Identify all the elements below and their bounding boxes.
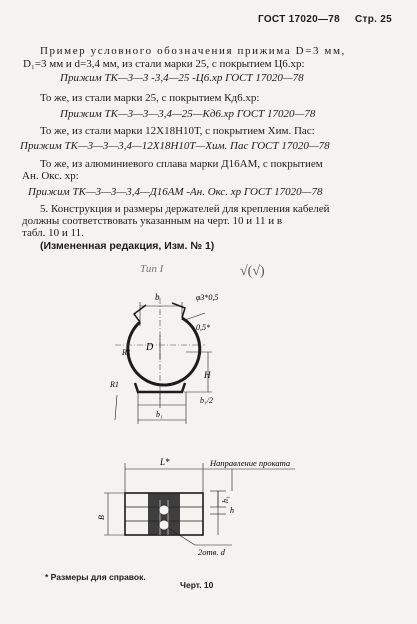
dim-h: h (230, 506, 234, 515)
same-2: То же, из стали марки 12Х18Н10Т, с покрытием Хим. Пас: (40, 125, 315, 137)
same-1: То же, из стали марки 25, с покрытием Кд6.хр: (40, 92, 260, 104)
same-3-line-1: То же, из алюминиевого сплава марки Д16АМ, с покрытием (40, 158, 323, 170)
dim-L: L* (160, 457, 170, 467)
designation-4: Прижим ТК—3—3—3,4—Д16АМ -Ан. Окс. хр ГОСТ 17020—78 (28, 186, 323, 198)
clamp-ring (128, 303, 200, 392)
type-label: Тип I (140, 263, 164, 275)
rolling-direction: Направление проката (210, 458, 291, 468)
para5-line-2: должны соответствовать указанным на черт. 10 и 11 и в (22, 215, 283, 227)
dim-B: B (97, 515, 106, 520)
dim-R1: R1 (110, 380, 119, 389)
roughness-symbol: √(√) (240, 264, 265, 279)
para5-line-1: 5. Конструкция и размеры держателей для крепления кабелей (40, 203, 330, 215)
dim-R1-ring: R1 (122, 348, 131, 357)
dim-b: b (155, 292, 160, 302)
example-line-2: D₁=3 мм и d=3,4 мм, из стали марки 25, с покрытием Ц6.хр: (23, 58, 305, 70)
dim-hole: φ3*0,5 (196, 293, 219, 302)
footnote: * Размеры для справок. (45, 572, 146, 582)
technical-drawing (0, 250, 417, 570)
dim-b1: b₁ (156, 410, 163, 419)
para5-line-3: табл. 10 и 11. (22, 227, 84, 239)
plan-view (104, 463, 295, 545)
dim-D: D (146, 342, 154, 353)
dim-05: 0,5* (196, 323, 210, 332)
edition-note: (Измененная редакция, Изм. № 1) (40, 240, 215, 252)
holes-label: 2отв. d (198, 547, 225, 557)
dim-h1: h₁ (221, 496, 230, 503)
designation-1: Прижим ТК—3—3 -3,4—25 -Ц6.хр ГОСТ 17020—78 (60, 72, 304, 84)
designation-3: Прижим ТК—3—3—3,4—12Х18Н10Т—Хим. Пас ГОСТ 17020—78 (20, 140, 330, 152)
same-3-line-2: Ан. Окс. хр: (22, 170, 79, 182)
example-line-1: Пример условного обозначения прижима D=3 мм, (40, 45, 346, 57)
designation-2: Прижим ТК—3—3—3,4—25—Кд6.хр ГОСТ 17020—78 (60, 108, 316, 120)
dim-H: H (204, 370, 211, 380)
figure-caption: Черт. 10 (180, 580, 214, 590)
standard-number: ГОСТ 17020—78 (258, 14, 341, 25)
page-number: Стр. 25 (355, 14, 393, 25)
dim-b1-half: b₁/2 (200, 396, 214, 405)
